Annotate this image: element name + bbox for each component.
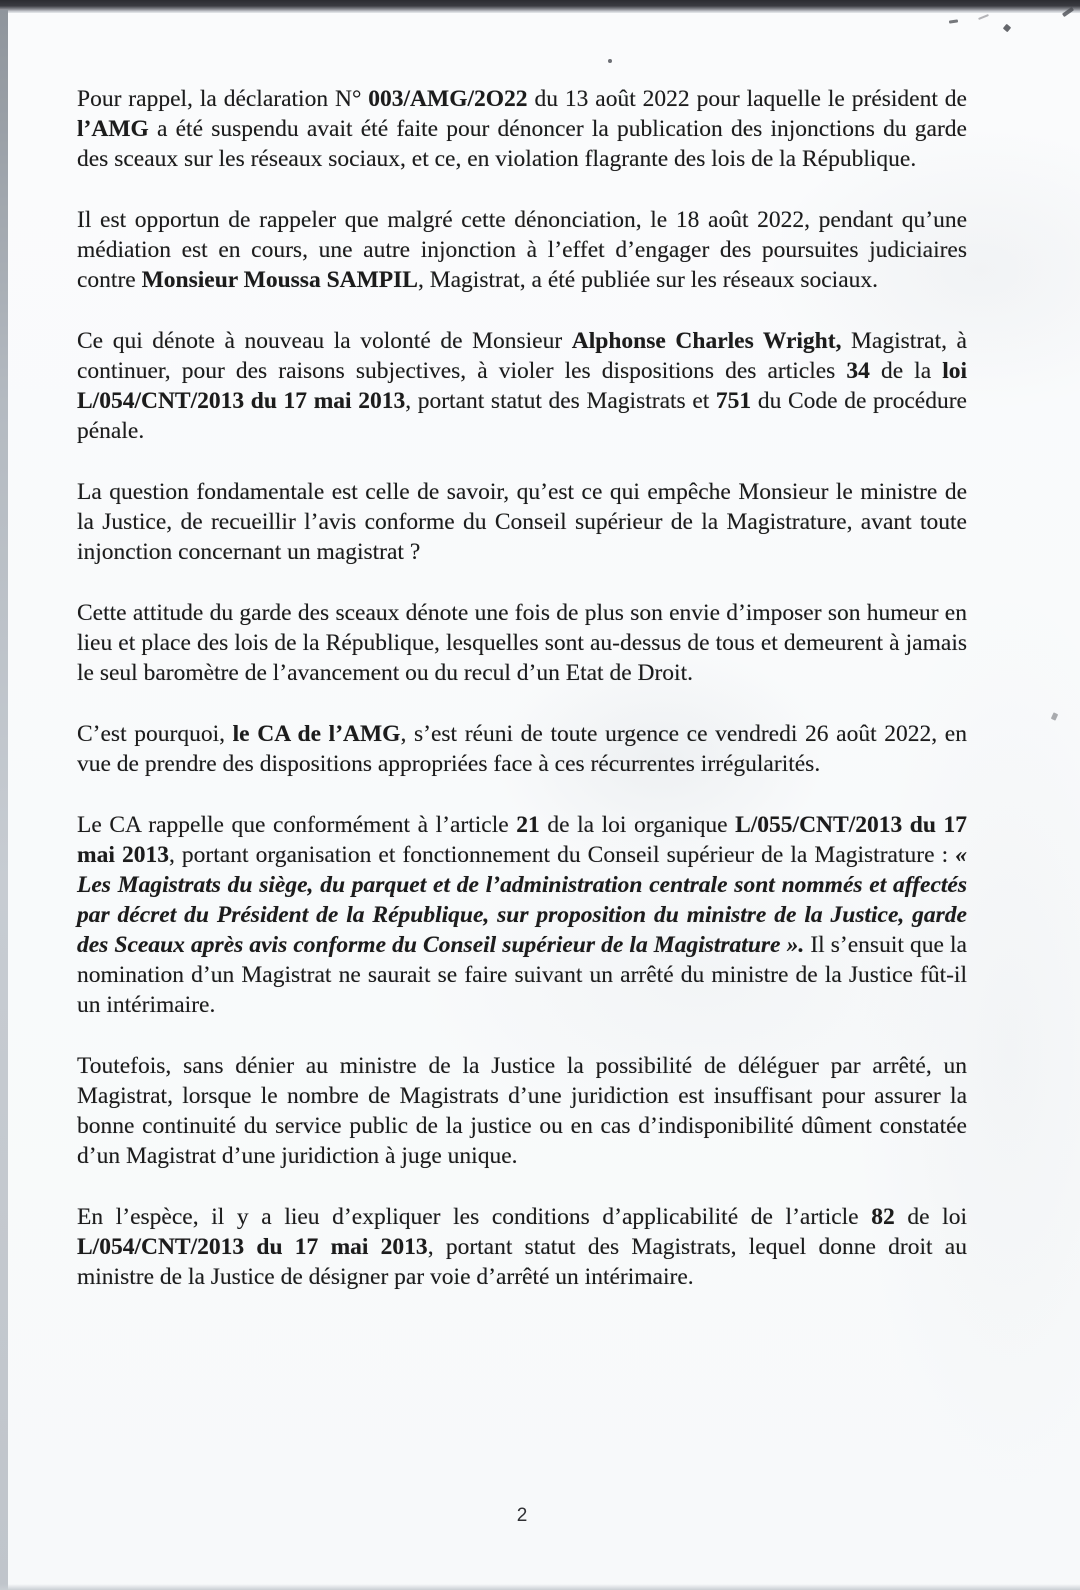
text-run: Le CA rappelle que conformément à l’article	[77, 812, 517, 838]
text-run: a été suspendu avait été faite pour dénoncer la publication des injonctions du garde des sceaux sur les réseaux sociaux, et ce, en violation flagrante des lois de la République.	[77, 116, 967, 172]
paragraph	[77, 1051, 967, 1171]
text-run: , portant organisation et fonctionnement du Conseil supérieur de la Magistrature :	[168, 842, 956, 868]
text-run: C’est pourquoi,	[77, 721, 233, 747]
paragraph	[77, 598, 967, 688]
text-run: La question fondamentale est celle de savoir, qu’est ce qui empêche Monsieur le ministre de la Justice, de recueillir l’avis conforme du Conseil supérieur de la Magistrature, avant toute injonction concernant un magistrat ?	[77, 479, 967, 565]
text-run: L/054/CNT/2013 du 17 mai 2013	[77, 1234, 428, 1260]
text-run: Toutefois, sans dénier au ministre de la Justice la possibilité de déléguer par arrêté, un Magistrat, lorsque le nombre de Magistrats d’une juridiction est insuffisant pour assurer la bonne continuité du service public de la justice ou en cas d’indisponibilité dûment constatée d’un Magistrat d’une juridiction à juge unique.	[77, 1053, 967, 1169]
text-run: du Code de procédure pénale.	[77, 388, 967, 444]
text-run: , portant statut des Magistrats, lequel donne droit au ministre de la Justice de désigner par voie d’arrêté un intérimaire.	[77, 1234, 967, 1290]
text-run: L/055/CNT/2013 du 17 mai 2013	[77, 812, 967, 868]
text-run: loi L/054/CNT/2013 du 17 mai 2013	[77, 358, 968, 414]
scan-speck	[608, 59, 612, 63]
text-run: de la	[869, 358, 943, 384]
text-run: de loi	[894, 1204, 967, 1230]
text-run: , Magistrat, a été publiée sur les réseaux sociaux.	[417, 267, 879, 293]
document-body	[77, 84, 967, 1323]
text-run: Monsieur Moussa SAMPIL	[141, 267, 418, 293]
scan-speck	[1003, 24, 1011, 32]
paragraph	[77, 1202, 967, 1292]
scan-speck	[949, 19, 958, 23]
page-number: 2	[516, 1505, 528, 1526]
paragraph	[77, 326, 967, 446]
paragraph	[77, 719, 967, 779]
text-run: l’AMG	[77, 116, 149, 142]
text-run: du 13 août 2022 pour laquelle le président de	[527, 86, 967, 112]
text-run: Pour rappel, la déclaration N°	[77, 86, 369, 112]
text-run: Alphonse Charles Wright,	[571, 328, 842, 354]
text-run: « Les Magistrats du siège, du parquet et de l’administration centrale sont nommés et affectés par décret du Président de la République, sur proposition du ministre de la Justice, garde des Sceaux après avis conforme du Conseil supérieur de la Magistrature ».	[77, 842, 967, 958]
text-run: En l’espèce, il y a lieu d’expliquer les conditions d’applicabilité de l’article	[77, 1204, 872, 1230]
scan-speck	[1051, 712, 1058, 720]
paragraph	[77, 84, 967, 174]
text-run: Magistrat, à continuer, pour des raisons subjectives, à violer les dispositions des articles	[77, 328, 967, 384]
text-run: , s’est réuni de toute urgence ce vendredi 26 août 2022, en vue de prendre des dispositions appropriées face à ces récurrentes irrégularités.	[77, 721, 967, 777]
text-run: 21	[516, 812, 540, 838]
paragraph	[77, 477, 967, 567]
scan-left-edge	[0, 10, 8, 1590]
text-run: 003/AMG/2O22	[368, 86, 528, 112]
scan-speck	[978, 14, 989, 20]
scan-bottom-edge	[0, 1584, 1080, 1590]
text-run: le CA de l’AMG	[232, 721, 401, 747]
text-run: 82	[871, 1204, 895, 1230]
paragraph	[77, 205, 967, 295]
scan-top-edge	[0, 0, 1080, 13]
text-run: Il est opportun de rappeler que malgré cette dénonciation, le 18 août 2022, pendant qu’une médiation est en cours, une autre injonction à l’effet d’engager des poursuites judiciaires contre	[77, 207, 967, 293]
paragraph	[77, 810, 967, 1020]
text-run: Cette attitude du garde des sceaux dénote une fois de plus son envie d’imposer son humeur en lieu et place des lois de la République, lesquelles sont au-dessus de tous et demeurent à jamais le seul baromètre de l’avancement ou du recul d’un Etat de Droit.	[77, 600, 967, 686]
text-run: Il s’ensuit que la nomination d’un Magistrat ne saurait se faire suivant un arrêté du ministre de la Justice fût-il un intérimaire.	[77, 932, 967, 1018]
text-run: Ce qui dénote à nouveau la volonté de Monsieur	[77, 328, 572, 354]
text-run: 751	[715, 388, 752, 414]
text-run: , portant statut des Magistrats et	[405, 388, 716, 414]
text-run: de la loi organique	[539, 812, 736, 838]
text-run: 34	[846, 358, 870, 384]
